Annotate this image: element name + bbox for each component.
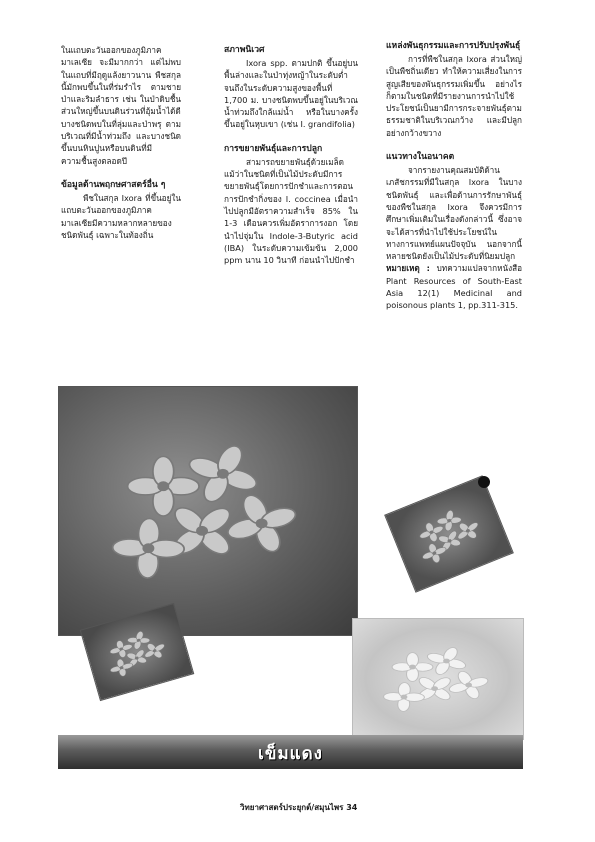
body-paragraph: ในแถบตะวันออกของภูมิภาคมาเลเซีย จะมีมากกว่า แต่ไม่พบในแถบที่มีฤดูแล้งยาวนาน พืชสกุลนี้มักพบขึ้นในที่ร่มรำไร ตามชายป่าและริมลำธาร เช่น ในป่าดิบชื้น ส่วนใหญ่ขึ้นบนดินร่วนที่อุ้มน้ำได้ดี บางชนิดพบในที่ลุ่มและป่าพรุ ตามบริเวณที่มีน้ำท่วมถึง และบางชนิดขึ้นบนหินปูนหรือบนดินที่มีความชื้นสูงตลอดปี xyxy=(61,45,181,166)
body-paragraph: Ixora spp. ตามปกติ ขึ้นอยู่บนพื้นล่างและในป่าทุ่งหญ้าในระดับต่ำจนถึงในระดับความสูงของพื้นที่ 1,700 ม. บางชนิดพบขึ้นอยู่ในบริเวณน้ำท่วมถึงใกล้แม่น้ำ หรือในบางครั้งขึ้นอยู่ในหุบเขา (เช่น I. grandifolia) xyxy=(224,58,358,130)
body-paragraph: พืชในสกุล Ixora ที่ขึ้นอยู่ในแถบตะวันออกของภูมิภาคมาเลเซียมีความหลากหลายของชนิดพันธุ์ เฉพาะในท้องถิ่น xyxy=(61,192,181,240)
flower-photo-large xyxy=(58,386,358,636)
flower-centre xyxy=(401,695,408,700)
note-paragraph xyxy=(386,262,522,311)
body-paragraph: การที่พืชในสกุล Ixora ส่วนใหญ่เป็นพืชถิ่นเดียว ทำให้ความเสี่ยงในการสูญเสียของพันธุกรรมเพิ่มขึ้น อย่างไรก็ตามในชนิดที่มีรายงานการนำไปใช้ประโยชน์เป็นยามีการกระจายพันธุ์ตามธรรมชาติในบริเวณกว้าง และมีปลูกอย่างกว้างขวาง xyxy=(386,54,522,138)
note-label: หมายเหตุ : xyxy=(386,263,430,274)
section-heading-ecology: สภาพนิเวศ xyxy=(224,45,265,55)
body-paragraph: สามารถขยายพันธุ์ด้วยเมล็ดแม้ว่าในชนิดที่เป็นไม้ประดับมีการขยายพันธุ์โดยการปักชำและการตอน การปักชำกิ่งของ I. coccinea เมื่อนำไปปลูกมีอัตราความสำเร็จ 85% ใน 1-3 เดือนควรเพิ่มอัตราการงอก โดยนำไปจุ่มใน Indole-3-Butyric acid (IBA) ในระดับความเข้มข้น 2,000 ppm นาน 10 วินาที ก่อนนำไปปักชำ xyxy=(224,156,358,266)
body-paragraph: จากรายงานคุณสมบัติด้านเภสัชกรรมที่มีในสกุล Ixora ในบางชนิดพันธุ์ และเพื่อด้านการรักษาพันธุ์ของพืชในสกุล Ixora จึงควรมีการศึกษาเพิ่มเติมในเรื่องดังกล่าวนี้ ซึ่งอาจจะได้สารที่นำไปใช้ประโยชน์ในทางการแพทย์แผนปัจจุบัน นอกจากนี้ หลายชนิดยังเป็นไม้ประดับที่นิยมปลูก xyxy=(386,165,522,262)
flower-centre xyxy=(217,469,229,479)
flower-photo-faded xyxy=(352,618,524,740)
flower-centre xyxy=(142,543,154,553)
text-column-2 xyxy=(224,44,358,266)
section-heading-genetic-resources: แหล่งพันธุกรรมและการปรับปรุงพันธุ์ xyxy=(386,41,521,51)
flower-centre xyxy=(157,481,169,491)
flower-centre xyxy=(256,518,268,528)
flower-photo-right-tilted xyxy=(384,475,514,593)
bullet-circle-icon xyxy=(478,476,490,488)
section-heading-botany: ข้อมูลด้านพฤกษศาสตร์อื่น ๆ xyxy=(61,179,166,190)
section-heading-future: แนวทางในอนาคต xyxy=(386,152,455,163)
title-banner xyxy=(58,735,523,769)
text-column-1 xyxy=(61,44,181,241)
flower-centre xyxy=(443,659,450,664)
flower-centre xyxy=(196,526,208,536)
flower-centre xyxy=(431,686,438,691)
page-footer: วิทยาศาสตร์ประยุกต์/สมุนไพร 34 xyxy=(240,803,358,812)
text-column-3 xyxy=(386,40,522,312)
section-heading-propagation: การขยายพันธุ์และการปลูก xyxy=(224,143,323,154)
note-text: บทความแปลจากหนังสือ Plant Resources of South-East Asia 12(1) Medicinal and poisonous plants 1, pp.311-315. xyxy=(386,263,523,311)
flower-centre xyxy=(409,665,416,670)
article-title: เข็มแดง xyxy=(258,744,323,764)
flower-centre xyxy=(465,683,472,688)
